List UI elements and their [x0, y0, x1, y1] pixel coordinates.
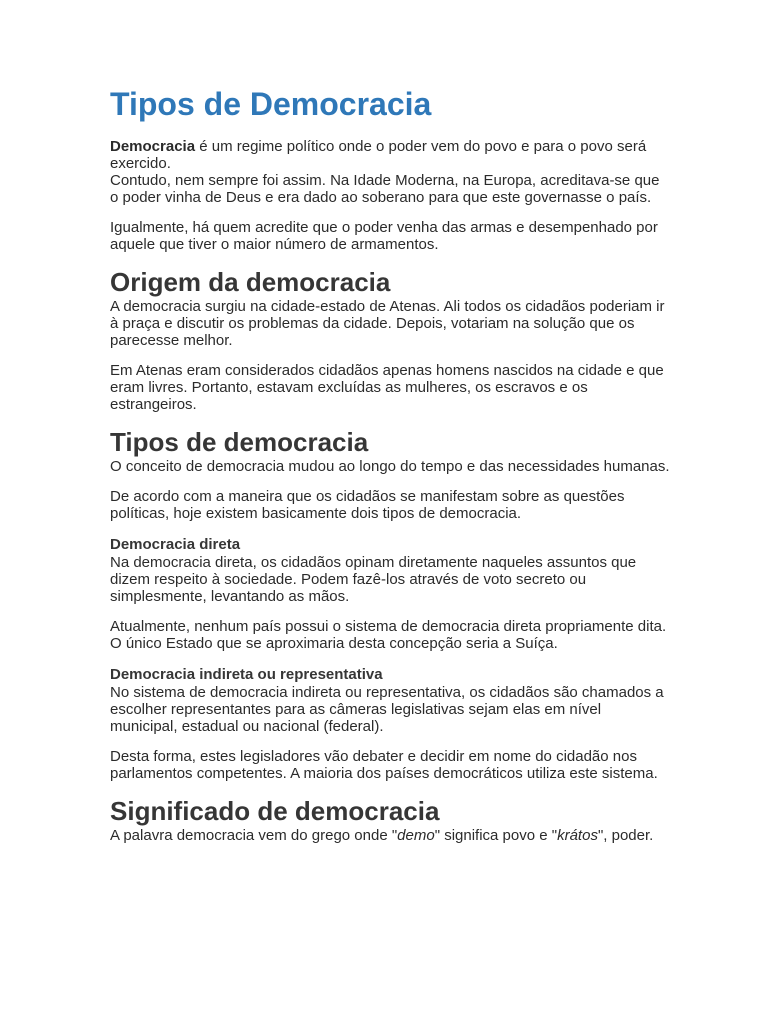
section-heading-significado: Significado de democracia: [110, 796, 440, 826]
indireta-paragraph-1: No sistema de democracia indireta ou representativa, os cidadãos são chamados a escolher representantes para as câmeras legislativas sejam elas em nível municipal, estadual ou nacional (federal).: [110, 684, 664, 735]
intro-paragraph-1: [110, 138, 670, 172]
term-demo: demo: [397, 827, 435, 844]
document-title: Tipos de Democracia: [110, 86, 432, 122]
intro-paragraph-1-continuation: Contudo, nem sempre foi assim. Na Idade Moderna, na Europa, acreditava-se que o poder vinha de Deus e era dado ao soberano para que este governasse o país.: [110, 172, 660, 206]
significado-text-1: A palavra democracia vem do grego onde ": [110, 827, 398, 844]
section-heading-tipos: Tipos de democracia: [110, 427, 369, 457]
tipos-paragraph-1: O conceito de democracia mudou ao longo do tempo e das necessidades humanas.: [110, 458, 670, 475]
significado-text-2: " significa povo e ": [434, 827, 558, 844]
significado-text-3: ", poder.: [597, 827, 654, 844]
democracia-bold-term: Democracia: [110, 138, 196, 155]
section-heading-origem: Origem da democracia: [110, 267, 391, 297]
subheading-democracia-indireta: Democracia indireta ou representativa: [110, 666, 383, 683]
subheading-democracia-direta: Democracia direta: [110, 536, 241, 553]
significado-paragraph: [110, 827, 670, 844]
intro-paragraph-2: Igualmente, há quem acredite que o poder venha das armas e desempenhado por aquele que tiver o maior número de armamentos.: [110, 219, 658, 253]
tipos-paragraph-2: De acordo com a maneira que os cidadãos se manifestam sobre as questões políticas, hoje existem basicamente dois tipos de democracia.: [110, 488, 625, 522]
direta-paragraph-2: Atualmente, nenhum país possui o sistema de democracia direta propriamente dita. O único Estado que se aproximaria desta concepção seria a Suíça.: [110, 618, 667, 652]
origem-paragraph-2: Em Atenas eram considerados cidadãos apenas homens nascidos na cidade e que eram livres. Portanto, estavam excluídas as mulheres, os escravos e os estrangeiros.: [110, 362, 664, 413]
origem-paragraph-1: A democracia surgiu na cidade-estado de Atenas. Ali todos os cidadãos poderiam ir à praça e discutir os problemas da cidade. Depois, votariam na solução que os parecesse melhor.: [110, 298, 665, 349]
intro-paragraph-1-rest: é um regime político onde o poder vem do povo e para o povo será exercido.: [110, 138, 647, 172]
direta-paragraph-1: Na democracia direta, os cidadãos opinam diretamente naqueles assuntos que dizem respeito à sociedade. Podem fazê-los através de voto secreto ou simplesmente, levantando as mãos.: [110, 554, 637, 605]
document-page: [110, 84, 670, 844]
indireta-paragraph-2: Desta forma, estes legisladores vão debater e decidir em nome do cidadão nos parlamentos competentes. A maioria dos países democráticos utiliza este sistema.: [110, 748, 658, 782]
term-kratos: krátos: [557, 827, 598, 844]
